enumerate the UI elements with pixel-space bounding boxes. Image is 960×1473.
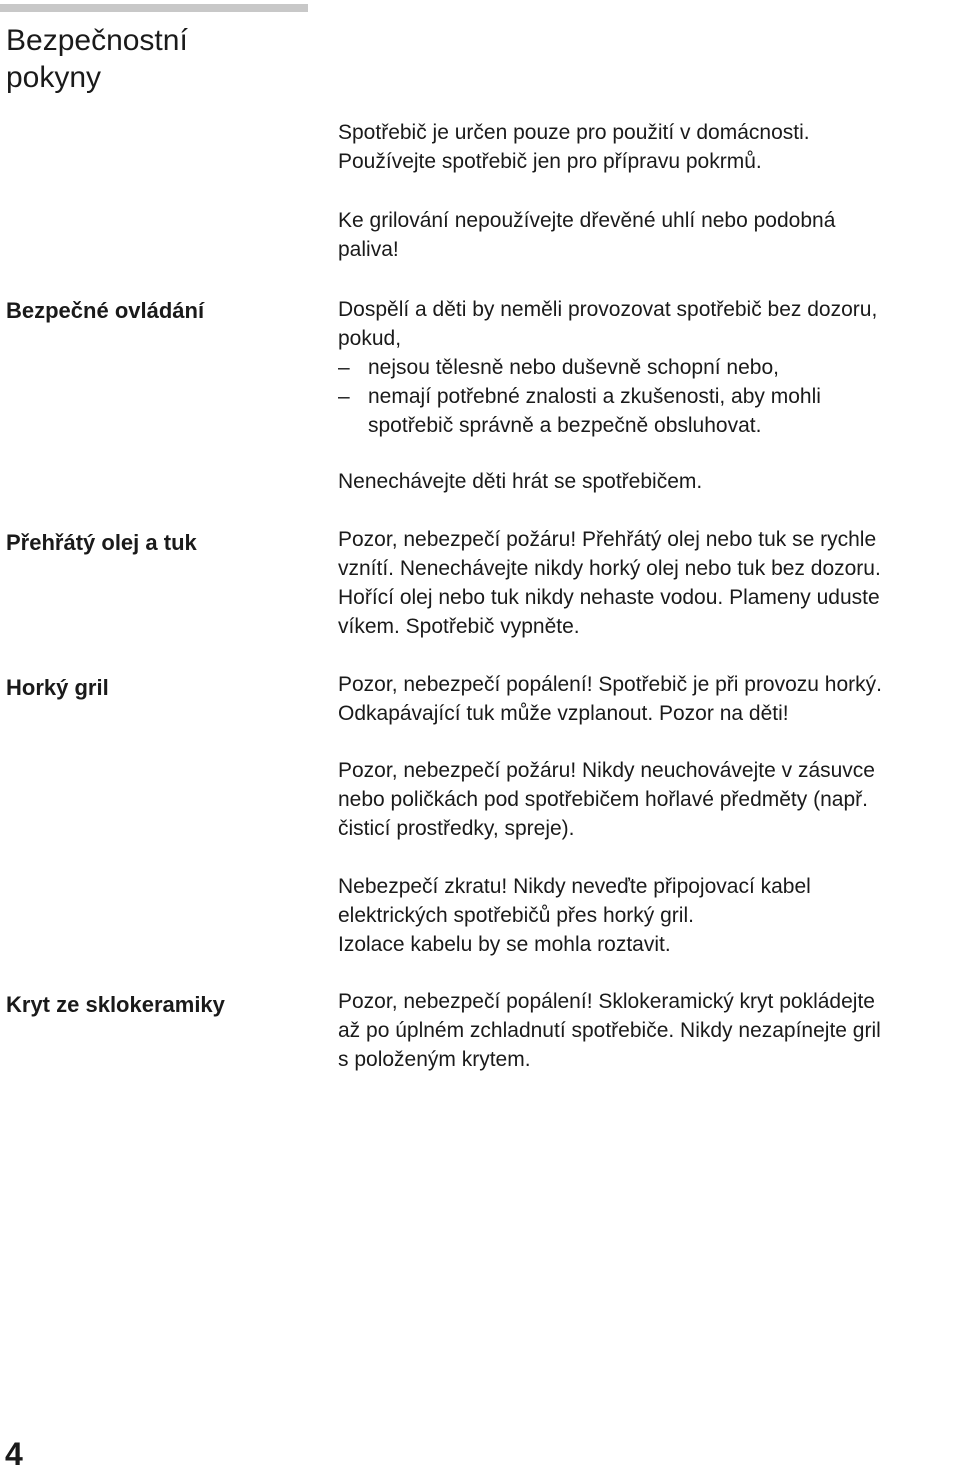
text-line: Hořící olej nebo tuk nikdy nehaste vodou. Plameny uduste <box>338 586 880 609</box>
section-heading-glass-cover: Kryt ze sklokeramiky <box>6 992 225 1017</box>
text-line: Nebezpečí zkratu! Nikdy neveďte připojovací kabel <box>338 875 811 898</box>
text-line: až po úplném zchladnutí spotřebiče. Nikdy nezapínejte gril <box>338 1019 881 1042</box>
text-line: Pozor, nebezpečí popálení! Spotřebič je při provozu horký. <box>338 673 882 696</box>
section-heading-hot-grill: Horký gril <box>6 675 109 700</box>
text-line: vznítí. Nenechávejte nikdy horký olej nebo tuk bez dozoru. <box>338 557 881 580</box>
page-title-line: pokyny <box>6 61 102 94</box>
burn-warning-paragraph <box>338 670 960 728</box>
short-circuit-paragraph <box>338 872 960 959</box>
section-heading-safe-operation: Bezpečné ovládání <box>6 298 205 323</box>
text-line: s položeným krytem. <box>338 1048 531 1071</box>
section-heading-hot-oil: Přehřátý olej a tuk <box>6 530 197 555</box>
text-line: Ke grilování nepoužívejte dřevěné uhlí nebo podobná <box>338 209 836 232</box>
text-line: Izolace kabelu by se mohla roztavit. <box>338 933 671 956</box>
text-line: Pozor, nebezpečí požáru! Přehřátý olej nebo tuk se rychle <box>338 528 877 551</box>
text-line: Spotřebič je určen pouze pro použití v domácnosti. <box>338 121 810 144</box>
conditions-list <box>338 353 960 440</box>
children-paragraph <box>338 467 960 496</box>
page-title-line: Bezpečnostní <box>6 24 188 57</box>
page-title <box>6 22 306 96</box>
text-line: nebo poličkách pod spotřebičem hořlavé předměty (např. <box>338 788 868 811</box>
text-line: Pozor, nebezpečí popálení! Sklokeramický kryt pokládejte <box>338 990 875 1013</box>
text-line: spotřebič správně a bezpečně obsluhovat. <box>368 414 762 437</box>
fire-oil-paragraph <box>338 525 960 641</box>
text-line: paliva! <box>338 238 399 261</box>
dash-bullet: – <box>338 385 350 408</box>
text-line: Dospělí a děti by neměli provozovat spotřebič bez dozoru, <box>338 298 878 321</box>
dash-bullet: – <box>338 356 350 379</box>
supervision-paragraph <box>338 295 960 353</box>
text-line: elektrických spotřebičů přes horký gril. <box>338 904 694 927</box>
text-line: Používejte spotřebič jen pro přípravu pokrmů. <box>338 150 762 173</box>
text-line: čisticí prostředky, spreje). <box>338 817 575 840</box>
text-line: Odkapávající tuk může vzplanout. Pozor na děti! <box>338 702 789 725</box>
list-item <box>338 382 960 440</box>
text-line: Nenechávejte děti hrát se spotřebičem. <box>338 470 703 493</box>
text-line: víkem. Spotřebič vypněte. <box>338 615 580 638</box>
text-line: pokud, <box>338 327 402 350</box>
fuel-warning-paragraph <box>338 206 960 264</box>
text-line: nejsou tělesně nebo duševně schopní nebo, <box>368 356 779 379</box>
text-line: nemají potřebné znalosti a zkušenosti, aby mohli <box>368 385 821 408</box>
header-rule <box>0 4 308 12</box>
page-number: 4 <box>5 1436 23 1472</box>
storage-warning-paragraph <box>338 756 960 843</box>
cover-warning-paragraph <box>338 987 960 1074</box>
intro-paragraph <box>338 118 960 176</box>
list-item <box>338 353 960 382</box>
text-line: Pozor, nebezpečí požáru! Nikdy neuchovávejte v zásuvce <box>338 759 875 782</box>
